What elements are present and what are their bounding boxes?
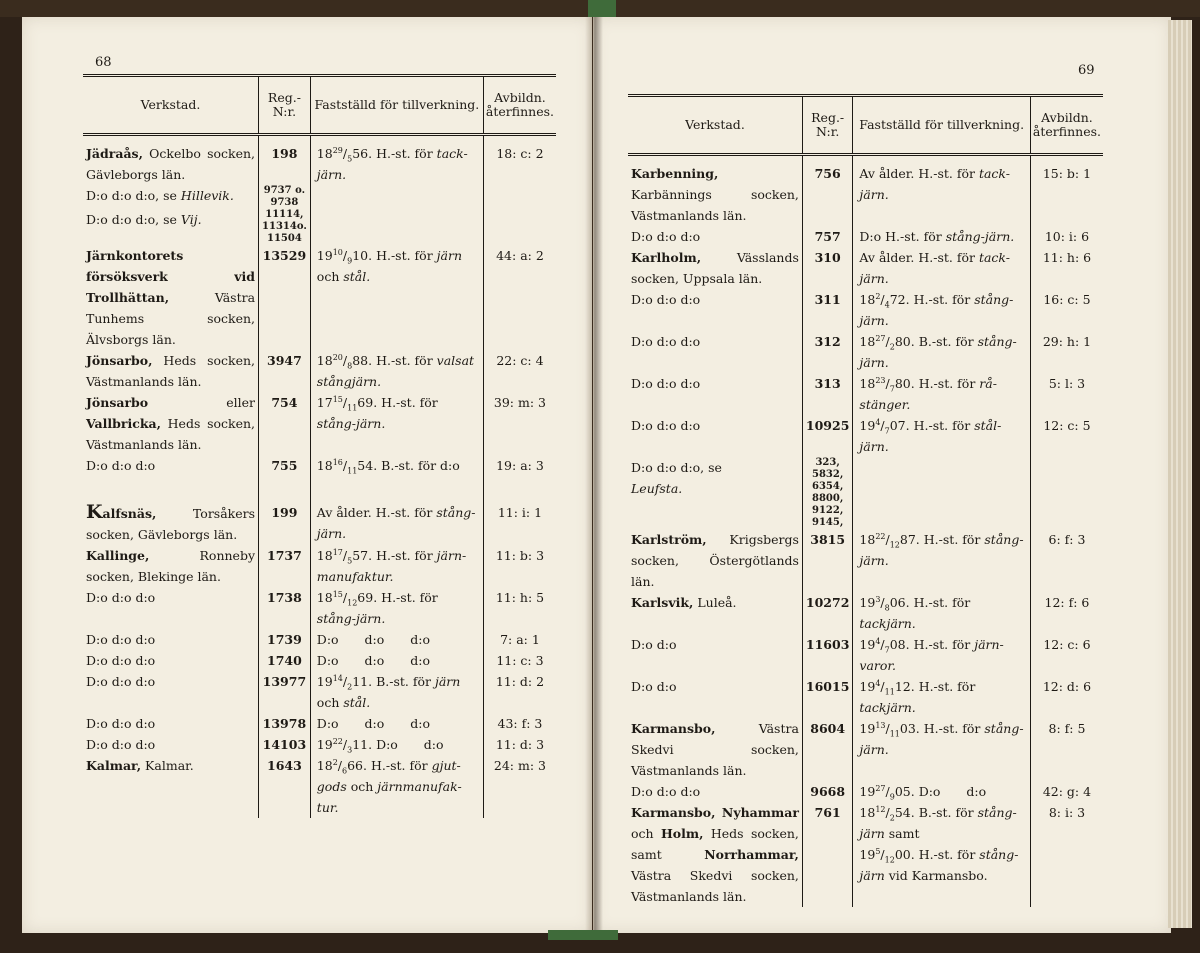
table-row <box>83 476 556 545</box>
ref-cell: 42: g: 4 <box>1030 781 1103 802</box>
reg-cell: 9737 o. 9738 <box>259 185 311 209</box>
reg-cell: 198 <box>259 135 311 186</box>
ref-cell: 5: l: 3 <box>1030 373 1103 415</box>
table-row <box>83 650 556 671</box>
book-spine-shadow <box>585 17 603 933</box>
table-row <box>83 629 556 650</box>
reg-cell: 1740 <box>259 650 311 671</box>
reg-cell: 1738 <box>259 587 311 629</box>
ref-cell: 8: i: 3 <box>1030 802 1103 907</box>
reg-cell: 756 <box>802 155 853 227</box>
faststalld-cell: $18^{15}/_{12}69$. H.-st. för stång-järn. <box>310 587 483 629</box>
reg-cell: 757 <box>802 226 853 247</box>
faststalld-cell: $18^{27}/_280$. B.-st. för stång-järn. <box>853 331 1031 373</box>
reg-cell: 199 <box>259 476 311 545</box>
faststalld-cell: Av ålder. H.-st. för stång-järn. <box>310 476 483 545</box>
reg-cell: 312 <box>802 331 853 373</box>
table-row <box>83 671 556 713</box>
verkstad-cell: Karbenning, Karbännings socken, Västmanlands län. <box>631 166 799 223</box>
verkstad-cell: Järnkontorets försöksverk vid Trollhättan, Västra Tunhems socken, Älvsborgs län. <box>86 248 256 347</box>
table-row <box>628 289 1103 331</box>
faststalld-cell: $17^{15}/_{11}69$. H.-st. för stång-järn. <box>310 392 483 455</box>
reg-cell: 13977 <box>259 671 311 713</box>
table-row <box>628 802 1103 907</box>
verkstad-cell: Jönsarbo, Heds socken, Västmanlands län. <box>86 353 256 389</box>
faststalld-cell <box>310 209 483 245</box>
page-edges <box>1168 20 1192 928</box>
faststalld-cell <box>310 185 483 209</box>
faststalld-cell: $18^{23}/_780$. H.-st. för rå-stänger. <box>853 373 1031 415</box>
faststalld-cell: $19^{10}/_910$. H.-st. för järn och stål. <box>310 245 483 350</box>
reg-cell: 310 <box>802 247 853 289</box>
verkstad-cell: D:o d:o d:o <box>86 458 156 473</box>
verkstad-cell: D:o d:o d:o <box>86 653 156 668</box>
ref-cell: 12: d: 6 <box>1030 676 1103 718</box>
faststalld-cell: D:o H.-st. för stång-järn. <box>853 226 1031 247</box>
faststalld-cell: Av ålder. H.-st. för tack-järn. <box>853 247 1031 289</box>
table-row <box>628 718 1103 781</box>
verkstad-cell: D:o d:o d:o <box>631 334 701 349</box>
col-verkstad: Verkstad. <box>83 76 259 135</box>
col-faststalld: Fastställd för tillverkning. <box>310 76 483 135</box>
reg-cell: 1737 <box>259 545 311 587</box>
reg-cell: 10272 <box>802 592 853 634</box>
reg-cell: 1739 <box>259 629 311 650</box>
reg-cell: 754 <box>259 392 311 455</box>
reg-cell: 16015 <box>802 676 853 718</box>
bookmark-ribbon-top <box>588 0 616 17</box>
ref-cell: 12: c: 5 <box>1030 415 1103 457</box>
reg-cell: 13978 <box>259 713 311 734</box>
reg-cell: 313 <box>802 373 853 415</box>
ref-cell: 18: c: 2 <box>483 135 556 186</box>
reg-cell: 10925 <box>802 415 853 457</box>
ref-cell: 11: b: 3 <box>483 545 556 587</box>
verkstad-cell: D:o d:o <box>631 637 677 652</box>
faststalld-cell: $18^{16}/_{11}54$. B.-st. för d:o <box>310 455 483 476</box>
reg-cell: 1643 <box>259 755 311 818</box>
reg-cell: 11603 <box>802 634 853 676</box>
ref-cell: 11: d: 3 <box>483 734 556 755</box>
table-row <box>83 455 556 476</box>
faststalld-cell: $18^{22}/_{12}87$. H.-st. för stång-järn. <box>853 529 1031 592</box>
table-row <box>83 245 556 350</box>
reg-cell: 9668 <box>802 781 853 802</box>
table-row <box>83 185 556 209</box>
col-verkstad: Verkstad. <box>628 96 802 155</box>
ref-cell: 8: f: 5 <box>1030 718 1103 781</box>
table-row <box>83 587 556 629</box>
col-avbildn: Avbildn. återfinnes. <box>1030 96 1103 155</box>
ref-cell: 16: c: 5 <box>1030 289 1103 331</box>
faststalld-cell: $18^2/_666$. H.-st. för gjut-gods och järnmanufak-tur. <box>310 755 483 818</box>
faststalld-cell: $19^{13}/_{11}03$. H.-st. för stång-järn. <box>853 718 1031 781</box>
verkstad-cell: D:o d:o d:o, se Vij. <box>86 212 202 227</box>
verkstad-cell: D:o d:o <box>631 679 677 694</box>
table-header <box>628 96 1103 155</box>
col-faststalld: Fastställd för tillverkning. <box>853 96 1031 155</box>
ref-cell: 39: m: 3 <box>483 392 556 455</box>
reg-cell: 755 <box>259 455 311 476</box>
verkstad-cell: D:o d:o d:o, se Leufsta. <box>631 460 722 496</box>
ref-cell: 11: d: 2 <box>483 671 556 713</box>
table-row <box>83 392 556 455</box>
ref-cell <box>1030 457 1103 529</box>
table-row <box>83 350 556 392</box>
col-avbildn: Avbildn. återfinnes. <box>483 76 556 135</box>
table-row <box>83 755 556 818</box>
faststalld-cell: D:o d:o d:o <box>310 650 483 671</box>
faststalld-cell: $18^2/_472$. H.-st. för stång-järn. <box>853 289 1031 331</box>
verkstad-cell: D:o d:o d:o <box>86 737 156 752</box>
table-row <box>628 226 1103 247</box>
table-row <box>628 634 1103 676</box>
ref-cell: 22: c: 4 <box>483 350 556 392</box>
faststalld-cell: $18^{29}/_556$. H.-st. för tack-järn. <box>310 135 483 186</box>
page-number-right: 69 <box>1078 63 1095 78</box>
verkstad-cell: Karlström, Krigsbergs socken, Östergötlands län. <box>631 532 799 589</box>
verkstad-cell: D:o d:o d:o, se Hillevik. <box>86 188 234 203</box>
register-table-right <box>628 94 1103 907</box>
table-row <box>628 331 1103 373</box>
faststalld-cell: D:o d:o d:o <box>310 713 483 734</box>
ref-cell: 44: a: 2 <box>483 245 556 350</box>
table-row <box>628 529 1103 592</box>
ref-cell: 11: h: 5 <box>483 587 556 629</box>
faststalld-cell: $19^3/_806$. H.-st. för tackjärn. <box>853 592 1031 634</box>
register-table-left <box>83 74 556 818</box>
reg-cell: 3815 <box>802 529 853 592</box>
ref-cell: 6: f: 3 <box>1030 529 1103 592</box>
ref-cell: 10: i: 6 <box>1030 226 1103 247</box>
verkstad-cell: D:o d:o d:o <box>86 716 156 731</box>
ref-cell: 11: h: 6 <box>1030 247 1103 289</box>
faststalld-cell: $19^4/_{11}12$. H.-st. för tackjärn. <box>853 676 1031 718</box>
verkstad-cell: D:o d:o d:o <box>86 674 156 689</box>
verkstad-cell: Kalmar, Kalmar. <box>86 758 194 773</box>
faststalld-cell <box>853 457 1031 529</box>
bookmark-ribbon-bottom <box>548 930 618 940</box>
faststalld-cell: $19^{27}/_905$. D:o d:o <box>853 781 1031 802</box>
reg-cell: 3947 <box>259 350 311 392</box>
ref-cell: 12: c: 6 <box>1030 634 1103 676</box>
reg-cell: 323, 5832, 6354, 8800, 9122, 9145, <box>802 457 853 529</box>
ref-cell: 11: c: 3 <box>483 650 556 671</box>
page-number-left: 68 <box>95 55 112 70</box>
verkstad-cell: Karmansbo, Nyhammar och Holm, Heds socken, samt Norrhammar, Västra Skedvi socken, Västmanlands län. <box>631 805 799 904</box>
verkstad-cell: D:o d:o d:o <box>86 632 156 647</box>
table-row <box>628 781 1103 802</box>
reg-cell: 8604 <box>802 718 853 781</box>
ref-cell: 43: f: 3 <box>483 713 556 734</box>
ref-cell: 12: f: 6 <box>1030 592 1103 634</box>
verkstad-cell: D:o d:o d:o <box>631 229 701 244</box>
faststalld-cell: Av ålder. H.-st. för tack-järn. <box>853 155 1031 227</box>
ref-cell: 19: a: 3 <box>483 455 556 476</box>
reg-cell: 761 <box>802 802 853 907</box>
reg-cell: 311 <box>802 289 853 331</box>
ref-cell: 11: i: 1 <box>483 476 556 545</box>
ref-cell <box>483 209 556 245</box>
table-row <box>83 545 556 587</box>
table-header <box>83 76 556 135</box>
col-reg: Reg.- N:r. <box>802 96 853 155</box>
faststalld-cell: $18^{12}/_254$. B.-st. för stång-järn samt $19^5/_{12}00$. H.-st. för stång-järn vid Karmansbo. <box>853 802 1031 907</box>
page-left <box>22 17 592 933</box>
table-row <box>628 373 1103 415</box>
ref-cell: 29: h: 1 <box>1030 331 1103 373</box>
verkstad-cell: D:o d:o d:o <box>631 376 701 391</box>
verkstad-cell: Karlsvik, Luleå. <box>631 595 737 610</box>
ref-cell <box>483 185 556 209</box>
ref-cell: 15: b: 1 <box>1030 155 1103 227</box>
verkstad-cell: Karlholm, Vässlands socken, Uppsala län. <box>631 250 799 286</box>
ref-cell: 7: a: 1 <box>483 629 556 650</box>
reg-cell: 11114, 11314o. 11504 <box>259 209 311 245</box>
verkstad-cell: D:o d:o d:o <box>631 784 701 799</box>
ref-cell: 24: m: 3 <box>483 755 556 818</box>
verkstad-cell: Jädraås, Ockelbo socken, Gävleborgs län. <box>86 146 256 182</box>
faststalld-cell: $19^{14}/_211$. B.-st. för järn och stål. <box>310 671 483 713</box>
verkstad-cell: Karmansbo, Västra Skedvi socken, Västmanlands län. <box>631 721 799 778</box>
table-row <box>83 135 556 186</box>
col-reg: Reg.- N:r. <box>259 76 311 135</box>
table-row <box>628 592 1103 634</box>
verkstad-cell: Jönsarbo eller Vallbricka, Heds socken, Västmanlands län. <box>86 395 256 452</box>
verkstad-cell: D:o d:o d:o <box>631 292 701 307</box>
faststalld-cell: $19^4/_708$. H.-st. för järn-varor. <box>853 634 1031 676</box>
verkstad-cell: Kallinge, Ronneby socken, Blekinge län. <box>86 548 256 584</box>
table-row <box>83 209 556 245</box>
verkstad-cell: D:o d:o d:o <box>86 590 156 605</box>
faststalld-cell: $19^{22}/_311$. D:o d:o <box>310 734 483 755</box>
table-row <box>628 676 1103 718</box>
faststalld-cell: D:o d:o d:o <box>310 629 483 650</box>
table-row <box>83 734 556 755</box>
table-row <box>628 415 1103 457</box>
faststalld-cell: $19^4/_707$. H.-st. för stål-järn. <box>853 415 1031 457</box>
faststalld-cell: $18^{20}/_888$. H.-st. för valsat stångjärn. <box>310 350 483 392</box>
reg-cell: 13529 <box>259 245 311 350</box>
table-row <box>83 713 556 734</box>
table-row <box>628 247 1103 289</box>
reg-cell: 14103 <box>259 734 311 755</box>
page-right <box>593 17 1171 933</box>
verkstad-cell: D:o d:o d:o <box>631 418 701 433</box>
table-row <box>628 155 1103 227</box>
faststalld-cell: $18^{17}/_557$. H.-st. för järn-manufaktur. <box>310 545 483 587</box>
verkstad-cell: Kalfsnäs, Torsåkers socken, Gävleborgs län. <box>86 501 256 542</box>
table-row <box>628 457 1103 529</box>
